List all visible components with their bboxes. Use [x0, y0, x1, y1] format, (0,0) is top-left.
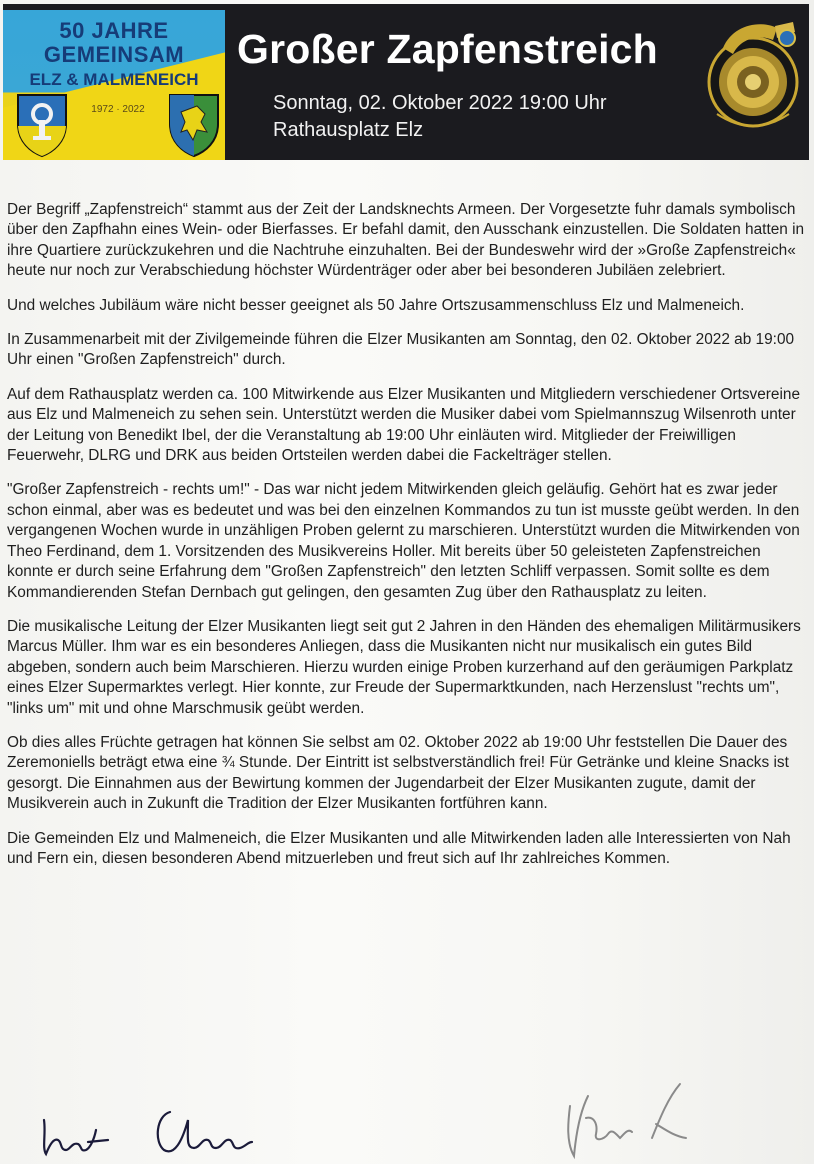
malmeneich-crest-icon [167, 92, 221, 158]
badge-years: 1972 · 2022 [91, 104, 145, 115]
jubilee-logo [3, 10, 225, 160]
event-location: Rathausplatz Elz [273, 119, 424, 141]
header-banner [3, 4, 809, 160]
badge-line-1: 50 JAHRE [59, 18, 169, 43]
event-date: Sonntag, 02. Oktober 2022 19:00 Uhr [273, 92, 607, 114]
badge-line-3: ELZ & MALMENEICH [29, 70, 199, 89]
signature-3 [556, 1078, 696, 1162]
page-title: Großer Zapfenstreich [237, 26, 658, 72]
badge-line-2: GEMEINSAM [43, 42, 185, 67]
elzer-musikanten-emblem-icon [703, 18, 803, 136]
elz-crest-icon [15, 92, 69, 158]
paragraph-invitation: Die Gemeinden Elz und Malmeneich, die Elzer Musikanten und alle Mitwirkenden laden alle Interessierten von Nah und Fern ein, diesen besonderen Abend mitzuerleben und freut sich auf Ihr zahlreiches Kommen. [7, 829, 791, 867]
paragraph-jubilee: Und welches Jubiläum wäre nicht besser geeignet als 50 Jahre Ortszusammenschluss Elz und Malmeneich. [7, 296, 745, 314]
paragraph-musical-direction: Die musikalische Leitung der Elzer Musikanten liegt seit gut 2 Jahren in den Händen des ehemaligen Militärmusikers Marcus Müller. Ihm war es ein besonderes Anliegen, dass die Musikanten nicht nur musikalisch ein gutes Bild abgeben, sondern auch beim Marschieren. Hierzu wurden einige Proben kurzerhand auf den geräumigen Parkplatz eines Elzer Supermarktes verlegt. Hier konnte, zur Freude der Supermarktkunden, nach Herzenslust "rechts um", "links um" mit und ohne Marschmusik geübt werden. [7, 617, 801, 717]
signature-2 [148, 1098, 258, 1160]
signature-1 [36, 1100, 126, 1160]
paragraph-participants: Auf dem Rathausplatz werden ca. 100 Mitwirkende aus Elzer Musikanten und Mitgliedern verschiedener Ortsvereine aus Elz und Malmeneich zu sehen sein. Unterstützt werden die Musiker dabei vom Spielmannszug Wilsenroth unter der Leitung von Benedikt Ibel, der die Veranstaltung ab 19:00 Uhr einläuten wird. Mitglieder der Freiwilligen Feuerwehr, DLRG und DRK aus beiden Ortsteilen werden dabei die Fackelträger stellen. [7, 385, 801, 465]
paragraph-history: Der Begriff „Zapfenstreich“ stammt aus der Zeit der Landsknechts Armeen. Der Vorgesetzte fuhr damals symbolisch über den Zapfhahn eines Wein- oder Bierfasses. Er befahl damit, den Ausschank einzustellen. Die Soldaten hatten in ihre Quartiere zurückzukehren und die Nachtruhe einzuhalten. Bei der Bundeswehr wird der »Große Zapfenstreich« heute nur noch zur Verabschiedung höchster Würdenträger oder aber bei besonderen Jubiläen zelebriert. [7, 201, 805, 280]
paragraph-rehearsal: "Großer Zapfenstreich - rechts um!" - Das war nicht jedem Mitwirkenden gleich geläufig. Gehört hat es zwar jeder schon einmal, aber was es bedeutet und was bei den einzelnen Kommandos zu tun ist musste geübt werden. In den vergangenen Wochen wurde in unzähligen Proben gelernt zu marschieren. Unterstützt wurden die Mitwirkenden von Theo Ferdinand, dem 1. Vorsitzenden des Musikvereins Holler. Mit bereits über 50 geleisteten Zapfenstreichen konnte er durch seine Erfahrung dem "Großen Zapfenstreich" den letzten Schliff verpassen. Somit sollte es dem Kommandierenden Stefan Dernbach gut gelingen, den gesamten Zug über den Rathausplatz zu leiten. [7, 481, 800, 601]
article-body [7, 200, 807, 883]
paragraph-event-details: Ob dies alles Früchte getragen hat können Sie selbst am 02. Oktober 2022 ab 19:00 Uhr feststellen Die Dauer des Zeremoniells beträgt etwa eine ¾ Stunde. Der Eintritt ist selbstverständlich frei! Für Getränke und kleine Snacks ist gesorgt. Die Einnahmen aus der Bewirtung kommen der Jugendarbeit der Elzer Musikanten zugute, damit der Musikverein auch in Zukunft die Tradition der Elzer Musikanten fortführen kann. [7, 733, 789, 813]
paragraph-announcement: In Zusammenarbeit mit der Zivilgemeinde führen die Elzer Musikanten am Sonntag, den 02. Oktober 2022 ab 19:00 Uhr einen "Großen Zapfenstreich" durch. [7, 331, 795, 369]
